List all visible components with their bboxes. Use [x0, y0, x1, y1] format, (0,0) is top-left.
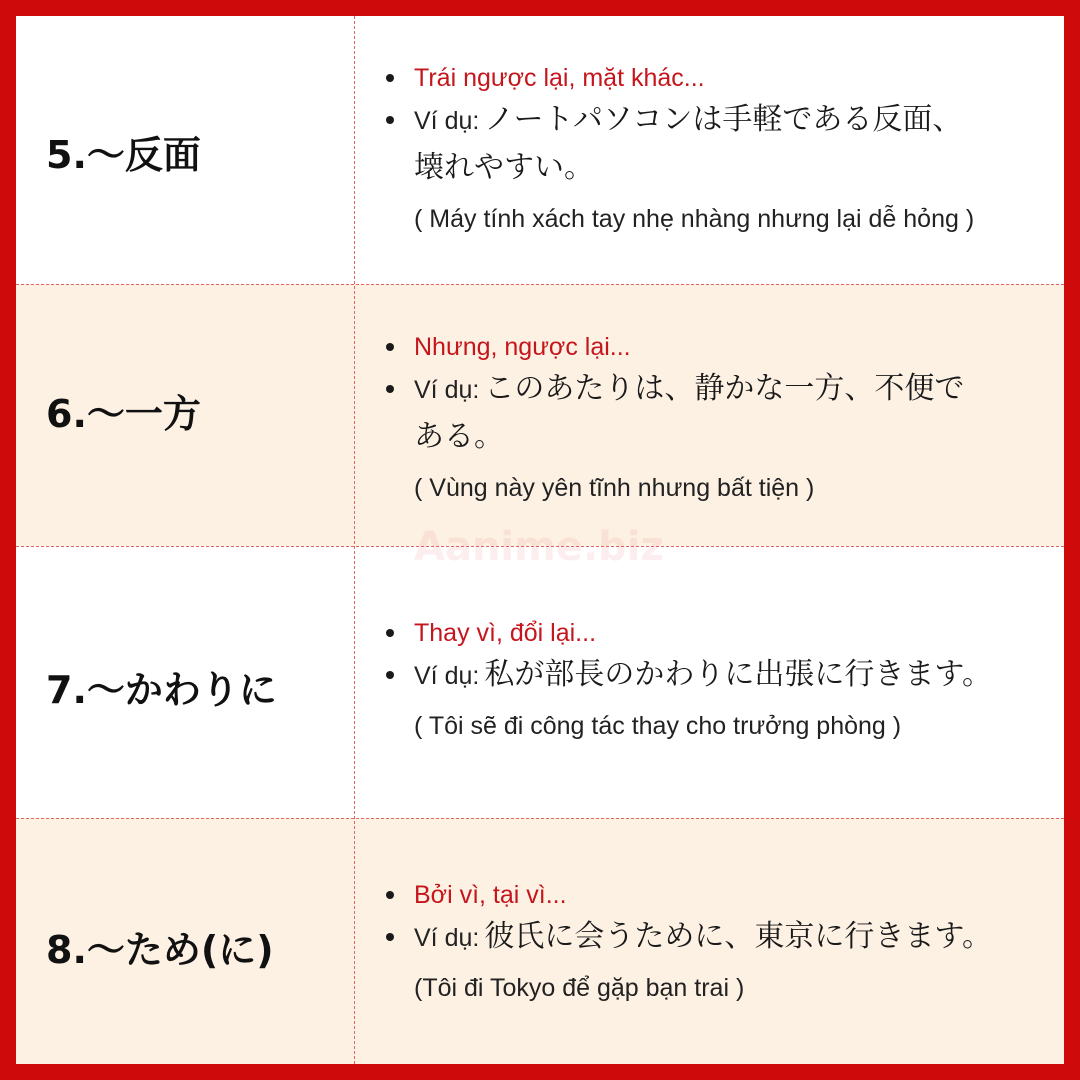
example-japanese-continued: ある。 — [414, 419, 504, 454]
example-label: Ví dụ: — [414, 107, 480, 135]
example-japanese: このあたりは、静かな一方、不便で — [484, 371, 965, 406]
example-line — [414, 365, 1054, 413]
grammar-term: 5.～反面 — [46, 133, 201, 177]
grammar-table — [16, 16, 1064, 1064]
meaning-text: Bởi vì, tại vì... — [414, 881, 567, 909]
bullet-icon — [386, 343, 394, 351]
translation-text: ( Tôi sẽ đi công tác thay cho trưởng phòng ) — [414, 712, 902, 740]
translation-text: ( Vùng này yên tĩnh nhưng bất tiện ) — [414, 474, 815, 502]
grammar-content — [414, 329, 1054, 509]
bullet-icon — [386, 891, 394, 899]
grammar-term: 7.～かわりに — [46, 668, 277, 712]
example-japanese: ノートパソコンは手軽である反面、 — [484, 102, 963, 137]
grammar-term: 6.～一方 — [46, 392, 201, 436]
meaning-line — [414, 329, 1054, 365]
bullet-icon — [386, 933, 394, 941]
column-divider — [354, 16, 355, 1064]
bullet-icon — [386, 74, 394, 82]
example-label: Ví dụ: — [414, 376, 480, 404]
example-line — [414, 651, 1054, 699]
bullet-icon — [386, 116, 394, 124]
example-label: Ví dụ: — [414, 924, 480, 952]
grammar-content — [414, 615, 1054, 747]
bullet-icon — [386, 385, 394, 393]
example-line — [414, 96, 1054, 144]
example-line — [414, 913, 1054, 961]
bullet-icon — [386, 671, 394, 679]
grammar-row — [16, 546, 1064, 818]
meaning-line — [414, 615, 1054, 651]
meaning-line — [414, 60, 1054, 96]
meaning-text: Nhưng, ngược lại... — [414, 333, 631, 361]
translation-text: ( Máy tính xách tay nhẹ nhàng nhưng lại dễ hỏng ) — [414, 205, 975, 233]
grammar-row — [16, 16, 1064, 284]
example-label: Ví dụ: — [414, 662, 480, 690]
translation-text: (Tôi đi Tokyo để gặp bạn trai ) — [414, 974, 745, 1002]
grammar-content — [414, 60, 1054, 240]
example-japanese-continued: 壊れやすい。 — [414, 150, 594, 185]
grammar-content — [414, 877, 1054, 1009]
grammar-term: 8.～ため(に) — [46, 928, 274, 972]
example-japanese: 彼氏に会うために、東京に行きます。 — [484, 919, 993, 954]
meaning-text: Trái ngược lại, mặt khác... — [414, 64, 705, 92]
grammar-row — [16, 818, 1064, 1064]
watermark: Aanime.biz — [414, 524, 664, 570]
meaning-line — [414, 877, 1054, 913]
example-japanese: 私が部長のかわりに出張に行きます。 — [484, 657, 993, 692]
meaning-text: Thay vì, đổi lại... — [414, 619, 597, 647]
bullet-icon — [386, 629, 394, 637]
grammar-row — [16, 284, 1064, 546]
